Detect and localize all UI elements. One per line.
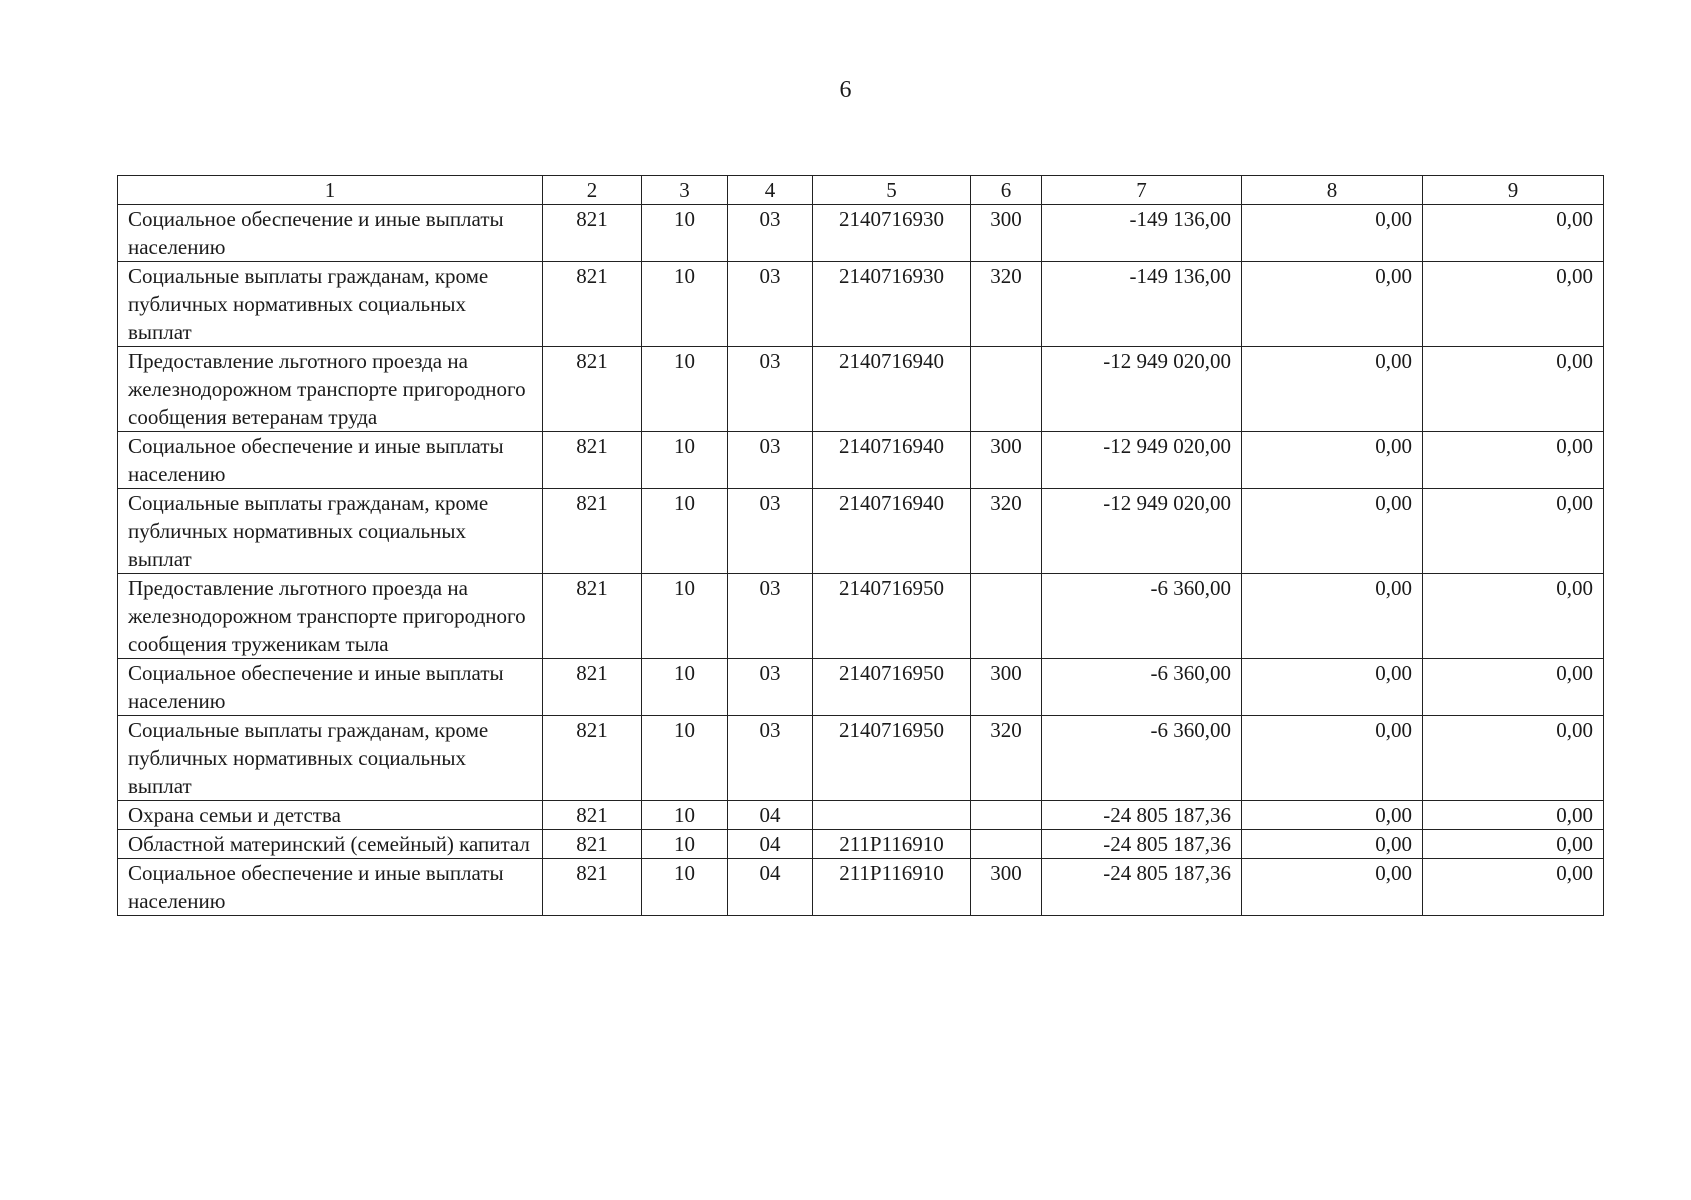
row-name: Социальные выплаты гражданам, кроме публичных нормативных социальных выплат bbox=[118, 262, 543, 347]
column-header: 6 bbox=[971, 176, 1042, 205]
cell-col3: 10 bbox=[642, 716, 728, 801]
cell-col8: 0,00 bbox=[1242, 347, 1423, 432]
cell-col5 bbox=[813, 801, 971, 830]
row-name: Социальное обеспечение и иные выплаты населению bbox=[118, 859, 543, 916]
cell-col7: -24 805 187,36 bbox=[1042, 859, 1242, 916]
row-name: Социальные выплаты гражданам, кроме публичных нормативных социальных выплат bbox=[118, 489, 543, 574]
row-name: Предоставление льготного проезда на железнодорожном транспорте пригородного сообщения труженикам тыла bbox=[118, 574, 543, 659]
cell-col6: 300 bbox=[971, 205, 1042, 262]
cell-col7: -24 805 187,36 bbox=[1042, 801, 1242, 830]
cell-col5: 2140716950 bbox=[813, 659, 971, 716]
cell-col5: 2140716950 bbox=[813, 716, 971, 801]
row-name: Социальные выплаты гражданам, кроме публичных нормативных социальных выплат bbox=[118, 716, 543, 801]
cell-col8: 0,00 bbox=[1242, 574, 1423, 659]
cell-col2: 821 bbox=[543, 859, 642, 916]
cell-col5: 2140716950 bbox=[813, 574, 971, 659]
cell-col7: -12 949 020,00 bbox=[1042, 432, 1242, 489]
cell-col3: 10 bbox=[642, 205, 728, 262]
cell-col5: 2140716930 bbox=[813, 262, 971, 347]
cell-col7: -6 360,00 bbox=[1042, 574, 1242, 659]
cell-col6 bbox=[971, 801, 1042, 830]
column-header: 7 bbox=[1042, 176, 1242, 205]
column-header: 3 bbox=[642, 176, 728, 205]
table-row bbox=[118, 262, 1604, 347]
cell-col6: 320 bbox=[971, 716, 1042, 801]
cell-col3: 10 bbox=[642, 659, 728, 716]
cell-col2: 821 bbox=[543, 347, 642, 432]
cell-col4: 03 bbox=[728, 205, 813, 262]
cell-col6 bbox=[971, 347, 1042, 432]
page-number: 6 bbox=[839, 77, 852, 103]
cell-col9: 0,00 bbox=[1423, 347, 1604, 432]
cell-col2: 821 bbox=[543, 574, 642, 659]
table-row bbox=[118, 205, 1604, 262]
column-header: 1 bbox=[118, 176, 543, 205]
cell-col3: 10 bbox=[642, 801, 728, 830]
cell-col3: 10 bbox=[642, 432, 728, 489]
cell-col6: 300 bbox=[971, 659, 1042, 716]
table-row bbox=[118, 801, 1604, 830]
row-name: Социальное обеспечение и иные выплаты населению bbox=[118, 432, 543, 489]
cell-col4: 04 bbox=[728, 859, 813, 916]
table-row bbox=[118, 659, 1604, 716]
cell-col6: 300 bbox=[971, 859, 1042, 916]
cell-col5: 2140716930 bbox=[813, 205, 971, 262]
table-row bbox=[118, 347, 1604, 432]
table-row bbox=[118, 859, 1604, 916]
cell-col2: 821 bbox=[543, 801, 642, 830]
budget-table bbox=[117, 175, 1604, 916]
cell-col8: 0,00 bbox=[1242, 432, 1423, 489]
cell-col8: 0,00 bbox=[1242, 262, 1423, 347]
table-row bbox=[118, 432, 1604, 489]
row-name: Социальное обеспечение и иные выплаты населению bbox=[118, 205, 543, 262]
table-row bbox=[118, 716, 1604, 801]
cell-col4: 03 bbox=[728, 262, 813, 347]
cell-col3: 10 bbox=[642, 830, 728, 859]
cell-col5: 2140716940 bbox=[813, 347, 971, 432]
cell-col9: 0,00 bbox=[1423, 205, 1604, 262]
column-header: 2 bbox=[543, 176, 642, 205]
cell-col8: 0,00 bbox=[1242, 205, 1423, 262]
header-row bbox=[118, 176, 1604, 205]
cell-col4: 04 bbox=[728, 801, 813, 830]
column-header: 8 bbox=[1242, 176, 1423, 205]
cell-col9: 0,00 bbox=[1423, 830, 1604, 859]
row-name: Областной материнский (семейный) капитал bbox=[118, 830, 543, 859]
cell-col6 bbox=[971, 830, 1042, 859]
cell-col9: 0,00 bbox=[1423, 659, 1604, 716]
table-row bbox=[118, 830, 1604, 859]
cell-col3: 10 bbox=[642, 859, 728, 916]
cell-col4: 03 bbox=[728, 716, 813, 801]
cell-col3: 10 bbox=[642, 262, 728, 347]
cell-col8: 0,00 bbox=[1242, 659, 1423, 716]
cell-col7: -6 360,00 bbox=[1042, 716, 1242, 801]
row-name: Предоставление льготного проезда на железнодорожном транспорте пригородного сообщения ветеранам труда bbox=[118, 347, 543, 432]
cell-col8: 0,00 bbox=[1242, 489, 1423, 574]
cell-col2: 821 bbox=[543, 262, 642, 347]
cell-col8: 0,00 bbox=[1242, 716, 1423, 801]
cell-col6 bbox=[971, 574, 1042, 659]
cell-col3: 10 bbox=[642, 347, 728, 432]
cell-col8: 0,00 bbox=[1242, 859, 1423, 916]
cell-col2: 821 bbox=[543, 716, 642, 801]
cell-col4: 03 bbox=[728, 574, 813, 659]
cell-col5: 2140716940 bbox=[813, 432, 971, 489]
cell-col9: 0,00 bbox=[1423, 262, 1604, 347]
cell-col3: 10 bbox=[642, 574, 728, 659]
cell-col7: -6 360,00 bbox=[1042, 659, 1242, 716]
cell-col9: 0,00 bbox=[1423, 716, 1604, 801]
cell-col2: 821 bbox=[543, 830, 642, 859]
column-header: 5 bbox=[813, 176, 971, 205]
cell-col9: 0,00 bbox=[1423, 432, 1604, 489]
cell-col6: 320 bbox=[971, 262, 1042, 347]
cell-col7: -24 805 187,36 bbox=[1042, 830, 1242, 859]
cell-col9: 0,00 bbox=[1423, 859, 1604, 916]
cell-col2: 821 bbox=[543, 432, 642, 489]
cell-col8: 0,00 bbox=[1242, 830, 1423, 859]
cell-col6: 300 bbox=[971, 432, 1042, 489]
cell-col4: 03 bbox=[728, 659, 813, 716]
cell-col2: 821 bbox=[543, 489, 642, 574]
cell-col9: 0,00 bbox=[1423, 574, 1604, 659]
cell-col7: -149 136,00 bbox=[1042, 205, 1242, 262]
cell-col7: -12 949 020,00 bbox=[1042, 347, 1242, 432]
cell-col8: 0,00 bbox=[1242, 801, 1423, 830]
row-name: Социальное обеспечение и иные выплаты населению bbox=[118, 659, 543, 716]
cell-col5: 211P116910 bbox=[813, 859, 971, 916]
cell-col7: -12 949 020,00 bbox=[1042, 489, 1242, 574]
cell-col4: 04 bbox=[728, 830, 813, 859]
cell-col5: 211P116910 bbox=[813, 830, 971, 859]
table-row bbox=[118, 574, 1604, 659]
column-header: 4 bbox=[728, 176, 813, 205]
table-row bbox=[118, 489, 1604, 574]
row-name: Охрана семьи и детства bbox=[118, 801, 543, 830]
cell-col4: 03 bbox=[728, 432, 813, 489]
cell-col4: 03 bbox=[728, 347, 813, 432]
cell-col5: 2140716940 bbox=[813, 489, 971, 574]
cell-col2: 821 bbox=[543, 659, 642, 716]
cell-col2: 821 bbox=[543, 205, 642, 262]
cell-col3: 10 bbox=[642, 489, 728, 574]
column-header: 9 bbox=[1423, 176, 1604, 205]
cell-col7: -149 136,00 bbox=[1042, 262, 1242, 347]
cell-col9: 0,00 bbox=[1423, 801, 1604, 830]
cell-col6: 320 bbox=[971, 489, 1042, 574]
cell-col4: 03 bbox=[728, 489, 813, 574]
cell-col9: 0,00 bbox=[1423, 489, 1604, 574]
